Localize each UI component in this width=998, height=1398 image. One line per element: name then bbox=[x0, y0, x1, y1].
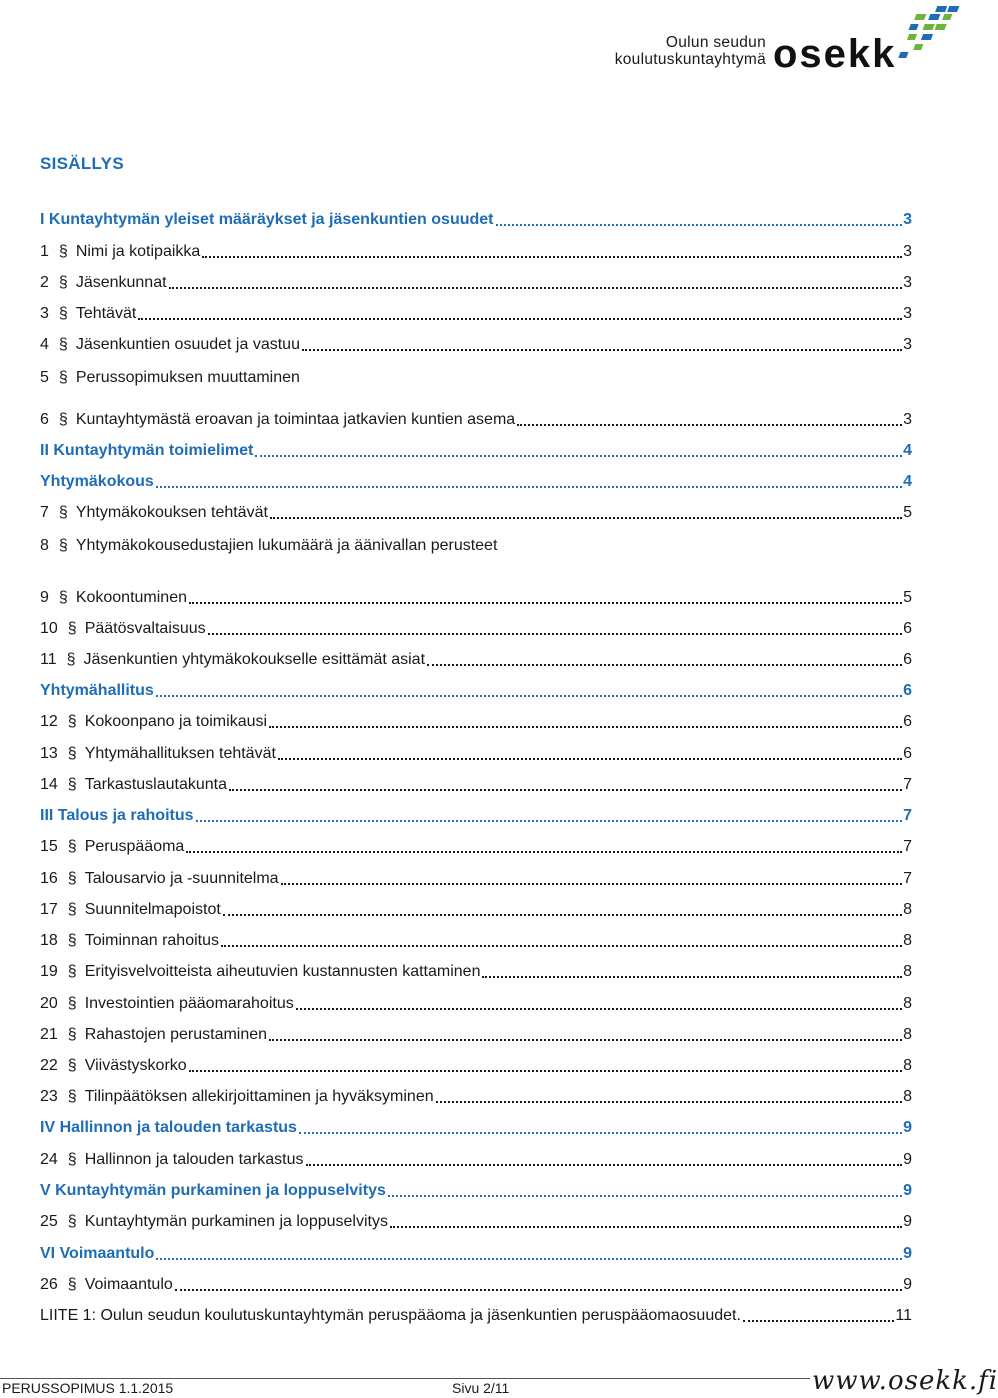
toc-entry-label bbox=[40, 962, 480, 982]
toc-entry-label bbox=[40, 1056, 187, 1076]
toc-entry-text: LIITE 1: Oulun seudun koulutuskuntayhtymän peruspääoma ja jäsenkuntien peruspääomaosuudet. bbox=[40, 1307, 741, 1324]
toc-entry-number: 20 bbox=[40, 995, 58, 1012]
toc-page-number: 3 bbox=[903, 211, 912, 228]
toc-entry[interactable] bbox=[40, 1242, 912, 1264]
toc-page-number: 4 bbox=[903, 473, 912, 490]
toc-entry-text: Kuntayhtymän purkaminen ja loppuselvitys bbox=[84, 1213, 388, 1230]
section-sign: § bbox=[67, 1151, 77, 1168]
toc-entry[interactable] bbox=[40, 835, 912, 857]
toc-entry[interactable] bbox=[40, 679, 912, 701]
toc-entry-label bbox=[40, 441, 253, 461]
toc-entry-text: Nimi ja kotipaikka bbox=[75, 243, 201, 260]
section-sign: § bbox=[58, 537, 68, 554]
toc-dot-leader bbox=[302, 349, 902, 351]
toc-entry-label bbox=[40, 536, 497, 556]
toc-entry-number: 18 bbox=[40, 932, 58, 949]
toc-dot-leader bbox=[427, 664, 902, 666]
toc-entry-number: 19 bbox=[40, 963, 58, 980]
toc-entry[interactable] bbox=[40, 208, 912, 230]
toc-entry[interactable] bbox=[40, 617, 912, 639]
toc-page-number: 8 bbox=[903, 1088, 912, 1105]
section-sign: § bbox=[67, 776, 77, 793]
toc-dot-leader bbox=[281, 883, 903, 885]
toc-entry-text: Kuntayhtymästä eroavan ja toimintaa jatkavien kuntien asema bbox=[75, 411, 516, 428]
toc-dot-leader bbox=[255, 455, 902, 457]
logo-dots-icon bbox=[890, 4, 958, 74]
toc-entry[interactable] bbox=[40, 992, 912, 1014]
section-sign: § bbox=[67, 870, 77, 887]
toc-entry-number: 25 bbox=[40, 1213, 58, 1230]
toc-entry-number: 7 bbox=[40, 504, 49, 521]
toc-entry-number: 22 bbox=[40, 1057, 58, 1074]
toc-entry-number: 3 bbox=[40, 305, 49, 322]
section-sign: § bbox=[58, 336, 68, 353]
toc-page-number: 3 bbox=[903, 305, 912, 322]
toc-entry-label bbox=[40, 900, 221, 920]
toc-entry-label bbox=[40, 368, 300, 388]
toc-dot-leader bbox=[169, 287, 903, 289]
footer-website[interactable]: www.osekk.fi bbox=[812, 1366, 998, 1396]
toc-entry[interactable] bbox=[40, 1023, 912, 1045]
toc-page-number: 8 bbox=[903, 932, 912, 949]
toc-entry-label bbox=[40, 1306, 741, 1326]
toc-entry[interactable] bbox=[40, 586, 912, 608]
toc-entry-number: 6 bbox=[40, 411, 49, 428]
toc-dot-leader bbox=[496, 224, 903, 226]
toc-dot-leader bbox=[306, 1164, 903, 1166]
toc-entry-text: Investointien pääomarahoitus bbox=[84, 995, 294, 1012]
toc-entry[interactable] bbox=[40, 929, 912, 951]
toc-entry-label bbox=[40, 335, 300, 355]
section-sign: § bbox=[67, 745, 77, 762]
toc-entry-label bbox=[40, 273, 167, 293]
toc-entry-text: VI Voimaantulo bbox=[40, 1245, 155, 1262]
footer-page-number: Sivu 2/11 bbox=[452, 1380, 510, 1396]
toc-entry-text: I Kuntayhtymän yleiset määräykset ja jäsenkuntien osuudet bbox=[40, 211, 494, 228]
toc-entry[interactable] bbox=[40, 710, 912, 732]
toc-dot-leader bbox=[202, 256, 902, 258]
toc-entry[interactable] bbox=[40, 1210, 912, 1232]
toc-page-number: 5 bbox=[903, 504, 912, 521]
toc-entry[interactable] bbox=[40, 501, 912, 523]
toc-entry-number: 21 bbox=[40, 1026, 58, 1043]
toc-entry[interactable] bbox=[40, 867, 912, 889]
toc-dot-leader bbox=[138, 318, 902, 320]
section-sign: § bbox=[67, 1026, 77, 1043]
toc-entry-text: Tarkastuslautakunta bbox=[84, 776, 228, 793]
toc-entry-text: IV Hallinnon ja talouden tarkastus bbox=[40, 1119, 297, 1136]
toc-entry[interactable] bbox=[40, 302, 912, 324]
toc-entry[interactable] bbox=[40, 1116, 912, 1138]
toc-entry-text: II Kuntayhtymän toimielimet bbox=[40, 442, 254, 459]
toc-entry-text: Viivästyskorko bbox=[84, 1057, 187, 1074]
toc-entry-label bbox=[40, 837, 184, 857]
toc-page-number: 9 bbox=[903, 1119, 912, 1136]
toc-entry-text: III Talous ja rahoitus bbox=[40, 807, 194, 824]
section-sign: § bbox=[58, 274, 68, 291]
toc-entry-label bbox=[40, 650, 425, 670]
toc-entry-label bbox=[40, 869, 279, 889]
toc-entry-text: Kokoontuminen bbox=[75, 589, 187, 606]
toc-page-number: 8 bbox=[903, 995, 912, 1012]
toc-dot-leader bbox=[269, 1039, 902, 1041]
toc-dot-leader bbox=[299, 1132, 902, 1134]
toc-page-number: 8 bbox=[903, 1057, 912, 1074]
toc-dot-leader bbox=[186, 851, 902, 853]
toc-entry-number: 9 bbox=[40, 589, 49, 606]
toc-entry-text: Rahastojen perustaminen bbox=[84, 1026, 268, 1043]
toc-dot-leader bbox=[189, 602, 902, 604]
section-sign: § bbox=[58, 305, 68, 322]
toc-page-number: 6 bbox=[903, 745, 912, 762]
section-sign: § bbox=[58, 504, 68, 521]
toc-entry-text: V Kuntayhtymän purkaminen ja loppuselvitys bbox=[40, 1182, 386, 1199]
toc-entry-text: Jäsenkuntien yhtymäkokoukselle esittämät asiat bbox=[83, 651, 426, 668]
toc-page-number: 9 bbox=[903, 1213, 912, 1230]
toc-entry-label bbox=[40, 712, 267, 732]
logo-org-name bbox=[576, 34, 766, 68]
section-sign: § bbox=[67, 620, 77, 637]
section-sign: § bbox=[67, 1213, 77, 1230]
toc-entry-label bbox=[40, 744, 276, 764]
toc-page-number: 4 bbox=[903, 442, 912, 459]
section-sign: § bbox=[67, 1276, 77, 1293]
section-sign: § bbox=[67, 995, 77, 1012]
toc-dot-leader bbox=[390, 1226, 902, 1228]
toc-dot-leader bbox=[388, 1195, 902, 1197]
footer-divider bbox=[0, 1378, 810, 1379]
toc-entry-number: 5 bbox=[40, 369, 49, 386]
toc-entry[interactable] bbox=[40, 742, 912, 764]
toc-page-number: 6 bbox=[903, 713, 912, 730]
toc-entry-text: Erityisvelvoitteista aiheutuvien kustannusten kattaminen bbox=[84, 963, 481, 980]
toc-dot-leader bbox=[156, 486, 902, 488]
toc-entry[interactable] bbox=[40, 240, 912, 262]
toc-entry-label bbox=[40, 806, 194, 826]
toc-entry-text: Jäsenkuntien osuudet ja vastuu bbox=[75, 336, 300, 353]
osekk-logo bbox=[576, 4, 956, 74]
toc-entry-text: Yhtymäkokouksen tehtävät bbox=[75, 504, 268, 521]
toc-dot-leader bbox=[156, 1258, 902, 1260]
toc-entry[interactable] bbox=[40, 271, 912, 293]
toc-dot-leader bbox=[517, 424, 902, 426]
toc-page-number: 3 bbox=[903, 243, 912, 260]
toc-entry-text: Jäsenkunnat bbox=[75, 274, 167, 291]
toc-page-number: 7 bbox=[903, 870, 912, 887]
toc-page-number: 5 bbox=[903, 589, 912, 606]
footer-document-title: PERUSSOPIMUS 1.1.2015 bbox=[2, 1380, 174, 1396]
toc-entry-label bbox=[40, 994, 294, 1014]
toc-dot-leader bbox=[208, 633, 902, 635]
toc-entry-label bbox=[40, 1118, 297, 1138]
section-sign: § bbox=[58, 411, 68, 428]
toc-dot-leader bbox=[482, 976, 902, 978]
logo-wordmark: osekk bbox=[773, 32, 897, 76]
toc-page-number: 3 bbox=[903, 411, 912, 428]
toc-entry-text: Perussopimuksen muuttaminen bbox=[75, 369, 300, 386]
toc-entry-text: Suunnitelmapoistot bbox=[84, 901, 221, 918]
toc-entry-number: 14 bbox=[40, 776, 58, 793]
toc-page-number: 8 bbox=[903, 963, 912, 980]
toc-entry-label bbox=[40, 619, 206, 639]
toc-page-number: 8 bbox=[903, 1026, 912, 1043]
toc-dot-leader bbox=[270, 517, 902, 519]
section-sign: § bbox=[66, 651, 76, 668]
toc-entry-text: Talousarvio ja -suunnitelma bbox=[84, 870, 279, 887]
toc-entry-label bbox=[40, 410, 515, 430]
toc-page-number: 9 bbox=[903, 1151, 912, 1168]
toc-dot-leader bbox=[229, 789, 902, 791]
toc-dot-leader bbox=[278, 758, 902, 760]
toc-entry[interactable] bbox=[40, 648, 912, 670]
toc-entry[interactable] bbox=[40, 470, 912, 492]
toc-page-number: 8 bbox=[903, 901, 912, 918]
section-sign: § bbox=[67, 963, 77, 980]
toc-entry-number: 23 bbox=[40, 1088, 58, 1105]
toc-entry-text: Toiminnan rahoitus bbox=[84, 932, 219, 949]
toc-dot-leader bbox=[189, 1070, 902, 1072]
toc-entry-label bbox=[40, 931, 219, 951]
toc-entry-text: Voimaantulo bbox=[84, 1276, 173, 1293]
toc-page-number: 11 bbox=[895, 1307, 912, 1324]
toc-page-number: 6 bbox=[903, 620, 912, 637]
toc-entry[interactable] bbox=[40, 333, 912, 355]
toc-entry-text: Yhtymähallitus bbox=[40, 682, 154, 699]
toc-dot-leader bbox=[269, 726, 902, 728]
toc-entry[interactable] bbox=[40, 534, 912, 556]
logo-line-2: koulutuskuntayhtymä bbox=[614, 51, 766, 68]
section-sign: § bbox=[58, 369, 68, 386]
toc-entry-number: 11 bbox=[40, 651, 57, 668]
toc-dot-leader bbox=[436, 1101, 902, 1103]
toc-entry-label bbox=[40, 304, 136, 324]
toc-page-number: 3 bbox=[903, 336, 912, 353]
toc-entry-number: 24 bbox=[40, 1151, 58, 1168]
toc-entry-number: 4 bbox=[40, 336, 49, 353]
toc-entry-text: Tehtävät bbox=[75, 305, 137, 322]
toc-dot-leader bbox=[221, 945, 902, 947]
toc-page-number: 9 bbox=[903, 1276, 912, 1293]
toc-entry-number: 16 bbox=[40, 870, 58, 887]
toc-entry-label bbox=[40, 210, 494, 230]
toc-entry-label bbox=[40, 588, 187, 608]
toc-entry-text: Tilinpäätöksen allekirjoittaminen ja hyväksyminen bbox=[84, 1088, 434, 1105]
toc-entry[interactable] bbox=[40, 898, 912, 920]
section-sign: § bbox=[67, 1057, 77, 1074]
toc-entry-number: 26 bbox=[40, 1276, 58, 1293]
toc-entry-number: 2 bbox=[40, 274, 49, 291]
toc-entry-text: Yhtymähallituksen tehtävät bbox=[84, 745, 276, 762]
section-sign: § bbox=[58, 243, 68, 260]
toc-entry[interactable] bbox=[40, 366, 912, 388]
toc-entry-label bbox=[40, 1275, 173, 1295]
page-footer bbox=[0, 1366, 998, 1398]
toc-entry[interactable] bbox=[40, 773, 912, 795]
toc-entry[interactable] bbox=[40, 1054, 912, 1076]
toc-entry-number: 17 bbox=[40, 901, 58, 918]
toc-entry-label bbox=[40, 242, 200, 262]
toc-entry[interactable] bbox=[40, 408, 912, 430]
toc-entry-number: 1 bbox=[40, 243, 49, 260]
toc-entry-number: 15 bbox=[40, 838, 58, 855]
toc-entry-label bbox=[40, 1244, 154, 1264]
toc-entry-label bbox=[40, 775, 227, 795]
toc-dot-leader bbox=[175, 1289, 902, 1291]
toc-entry[interactable] bbox=[40, 804, 912, 826]
toc-page-number: 6 bbox=[903, 682, 912, 699]
toc-entry[interactable] bbox=[40, 1148, 912, 1170]
section-sign: § bbox=[58, 589, 68, 606]
toc-entry-label bbox=[40, 1150, 304, 1170]
toc-entry[interactable] bbox=[40, 1304, 912, 1326]
toc-entry-label bbox=[40, 1181, 386, 1201]
toc-entry-text: Yhtymäkokousedustajien lukumäärä ja äänivallan perusteet bbox=[75, 537, 498, 554]
toc-entry-label bbox=[40, 472, 154, 492]
toc-entry-number: 8 bbox=[40, 537, 49, 554]
section-sign: § bbox=[67, 838, 77, 855]
toc-entry[interactable] bbox=[40, 1085, 912, 1107]
toc-dot-leader bbox=[196, 820, 903, 822]
toc-dot-leader bbox=[223, 914, 902, 916]
toc-dot-leader bbox=[296, 1008, 902, 1010]
toc-dot-leader bbox=[743, 1320, 894, 1322]
toc-page-number: 7 bbox=[903, 838, 912, 855]
toc-entry-label bbox=[40, 1087, 434, 1107]
toc-entry-label bbox=[40, 1212, 388, 1232]
section-sign: § bbox=[67, 713, 77, 730]
toc-page-number: 7 bbox=[903, 776, 912, 793]
toc-entry-number: 10 bbox=[40, 620, 58, 637]
toc-page-number: 3 bbox=[903, 274, 912, 291]
toc-entry[interactable] bbox=[40, 960, 912, 982]
toc-page-number: 7 bbox=[903, 807, 912, 824]
toc-entry-number: 12 bbox=[40, 713, 58, 730]
toc-entry-label bbox=[40, 503, 268, 523]
section-sign: § bbox=[67, 1088, 77, 1105]
toc-entry-text: Päätösvaltaisuus bbox=[84, 620, 206, 637]
toc-entry[interactable] bbox=[40, 1179, 912, 1201]
toc-page-number: 6 bbox=[903, 651, 912, 668]
toc-entry-label bbox=[40, 1025, 267, 1045]
toc-entry-text: Hallinnon ja talouden tarkastus bbox=[84, 1151, 304, 1168]
toc-entry-text: Kokoonpano ja toimikausi bbox=[84, 713, 268, 730]
toc-page-number: 9 bbox=[903, 1245, 912, 1262]
toc-entry-number: 13 bbox=[40, 745, 58, 762]
section-sign: § bbox=[67, 932, 77, 949]
logo-line-1: Oulun seudun bbox=[665, 34, 766, 51]
toc-dot-leader bbox=[156, 695, 902, 697]
toc-entry-text: Peruspääoma bbox=[84, 838, 185, 855]
toc-entry[interactable] bbox=[40, 439, 912, 461]
toc-entry[interactable] bbox=[40, 1273, 912, 1295]
section-sign: § bbox=[67, 901, 77, 918]
toc-title: SISÄLLYS bbox=[40, 154, 124, 173]
toc-entry-label bbox=[40, 681, 154, 701]
toc-page-number: 9 bbox=[903, 1182, 912, 1199]
toc-entry-text: Yhtymäkokous bbox=[40, 473, 154, 490]
